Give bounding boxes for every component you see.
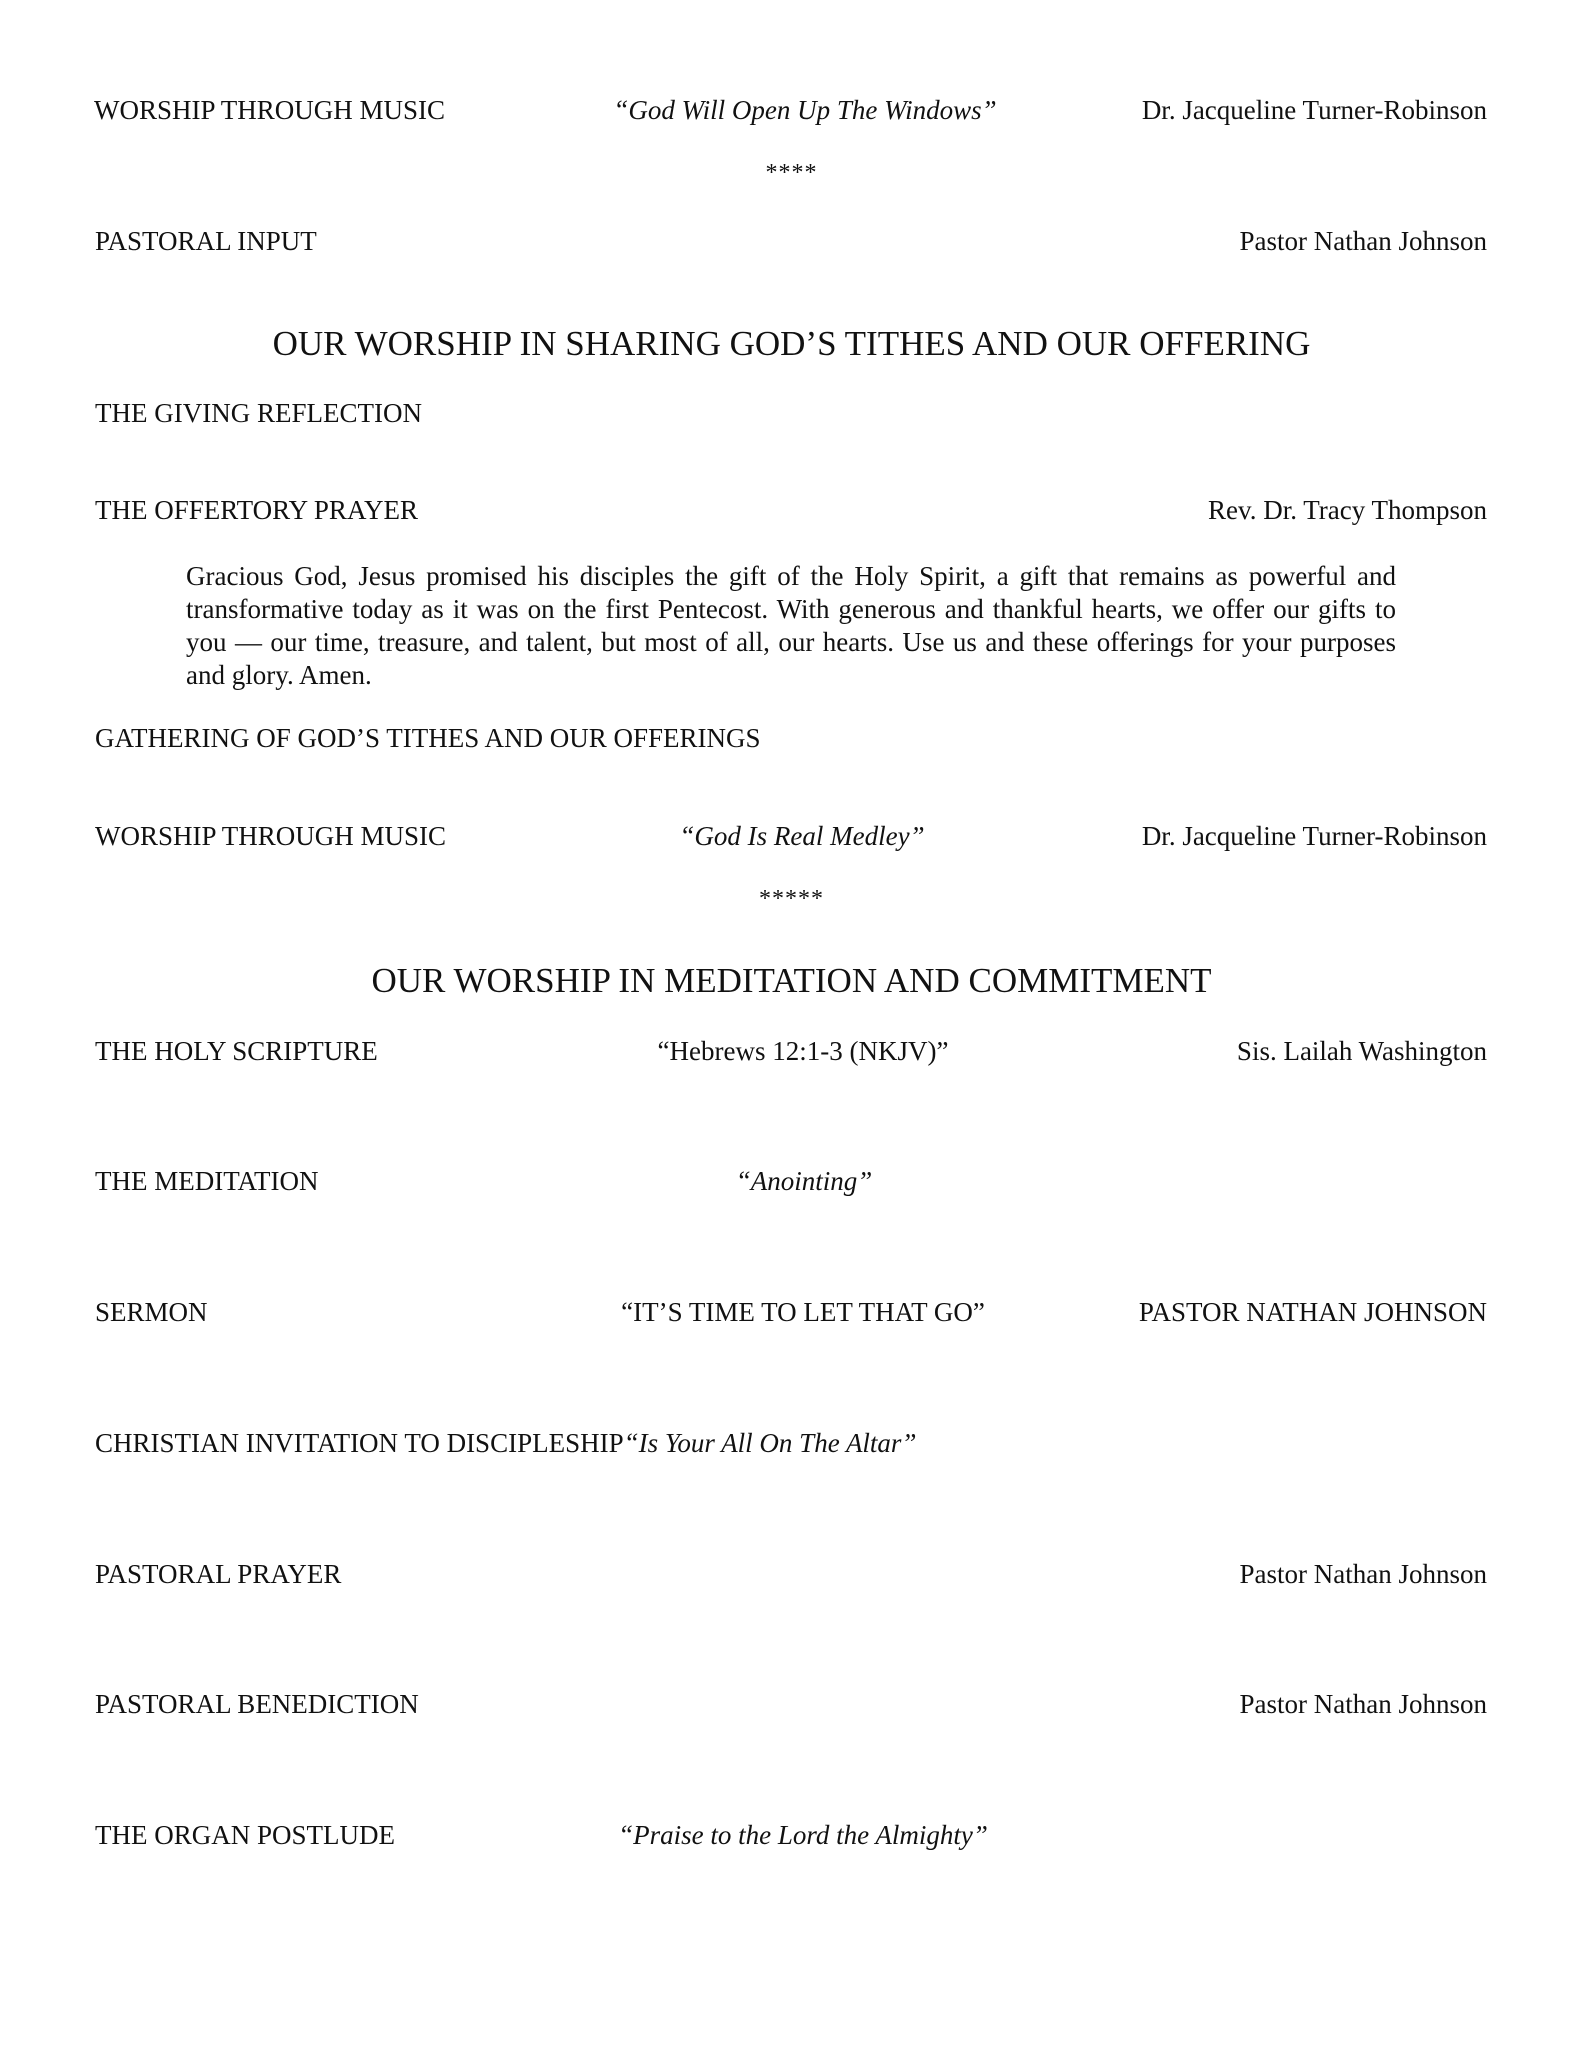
item-person: Dr. Jacqueline Turner-Robinson [1141, 95, 1487, 125]
program-item-pastoral-prayer [95, 1556, 1487, 1592]
program-item-meditation [95, 1163, 1487, 1199]
item-person: Sis. Lailah Washington [1236, 1036, 1487, 1066]
program-item-scripture [95, 1033, 1487, 1069]
item-person: Pastor Nathan Johnson [1239, 1559, 1487, 1589]
item-title: “Hebrews 12:1-3 (NKJV)” [657, 1036, 949, 1066]
program-item-offertory-prayer [95, 492, 1487, 528]
item-person: PASTOR NATHAN JOHNSON [1138, 1297, 1487, 1327]
item-label: THE HOLY SCRIPTURE [95, 1036, 378, 1066]
separator-stars: **** [765, 160, 818, 186]
item-label [95, 1425, 916, 1461]
item-title: “God Is Real Medley” [679, 821, 925, 851]
program-item-postlude [95, 1817, 1487, 1853]
section-heading-meditation: OUR WORSHIP IN MEDITATION AND COMMITMENT [371, 961, 1212, 1000]
item-label: SERMON [95, 1297, 208, 1327]
separator-stars: ***** [759, 886, 824, 912]
item-label: THE MEDITATION [95, 1166, 319, 1196]
program-item-sermon [95, 1294, 1487, 1330]
item-title: “God Will Open Up The Windows” [613, 95, 997, 125]
item-title: “IT’S TIME TO LET THAT GO” [621, 1297, 985, 1327]
item-label: PASTORAL INPUT [95, 226, 317, 256]
item-title: “Praise to the Lord the Almighty” [618, 1820, 988, 1850]
program-item-pastoral-input [95, 223, 1487, 259]
invitation-label: CHRISTIAN INVITATION TO DISCIPLESHIP [95, 1428, 624, 1458]
item-label: GATHERING OF GOD’S TITHES AND OUR OFFERINGS [95, 723, 761, 753]
program-item-invitation [95, 1425, 1487, 1461]
item-label: THE GIVING REFLECTION [95, 398, 422, 428]
program-item-giving-reflection [95, 395, 1487, 431]
item-person: Pastor Nathan Johnson [1239, 226, 1487, 256]
program-item-gathering [95, 720, 1487, 756]
program-item-music-2 [95, 818, 1487, 854]
item-label: THE ORGAN POSTLUDE [95, 1820, 395, 1850]
item-person: Pastor Nathan Johnson [1239, 1689, 1487, 1719]
program-item-benediction [95, 1686, 1487, 1722]
item-person: Rev. Dr. Tracy Thompson [1207, 495, 1487, 525]
offertory-prayer-text: Gracious God, Jesus promised his disciples the gift of the Holy Spirit, a gift that remains as powerful and transformative today as it was on the first Pentecost. With generous and thankful hearts, we offer our gifts to you — our time, treasure, and talent, but most of all, our hearts. Use us and these offerings for your purposes and glory. Amen. [186, 561, 1396, 690]
item-label: THE OFFERTORY PRAYER [95, 495, 418, 525]
item-person: Dr. Jacqueline Turner-Robinson [1141, 821, 1487, 851]
item-label: PASTORAL BENEDICTION [95, 1689, 419, 1719]
item-label: WORSHIP THROUGH MUSIC [94, 95, 446, 125]
program-item-music-1 [95, 92, 1487, 128]
item-label: PASTORAL PRAYER [95, 1559, 342, 1589]
item-title: “Anointing” [735, 1166, 873, 1196]
item-label: WORSHIP THROUGH MUSIC [95, 821, 447, 851]
invitation-title: “Is Your All On The Altar” [623, 1428, 917, 1458]
section-heading-tithes: OUR WORSHIP IN SHARING GOD’S TITHES AND OUR OFFERING [272, 324, 1311, 363]
